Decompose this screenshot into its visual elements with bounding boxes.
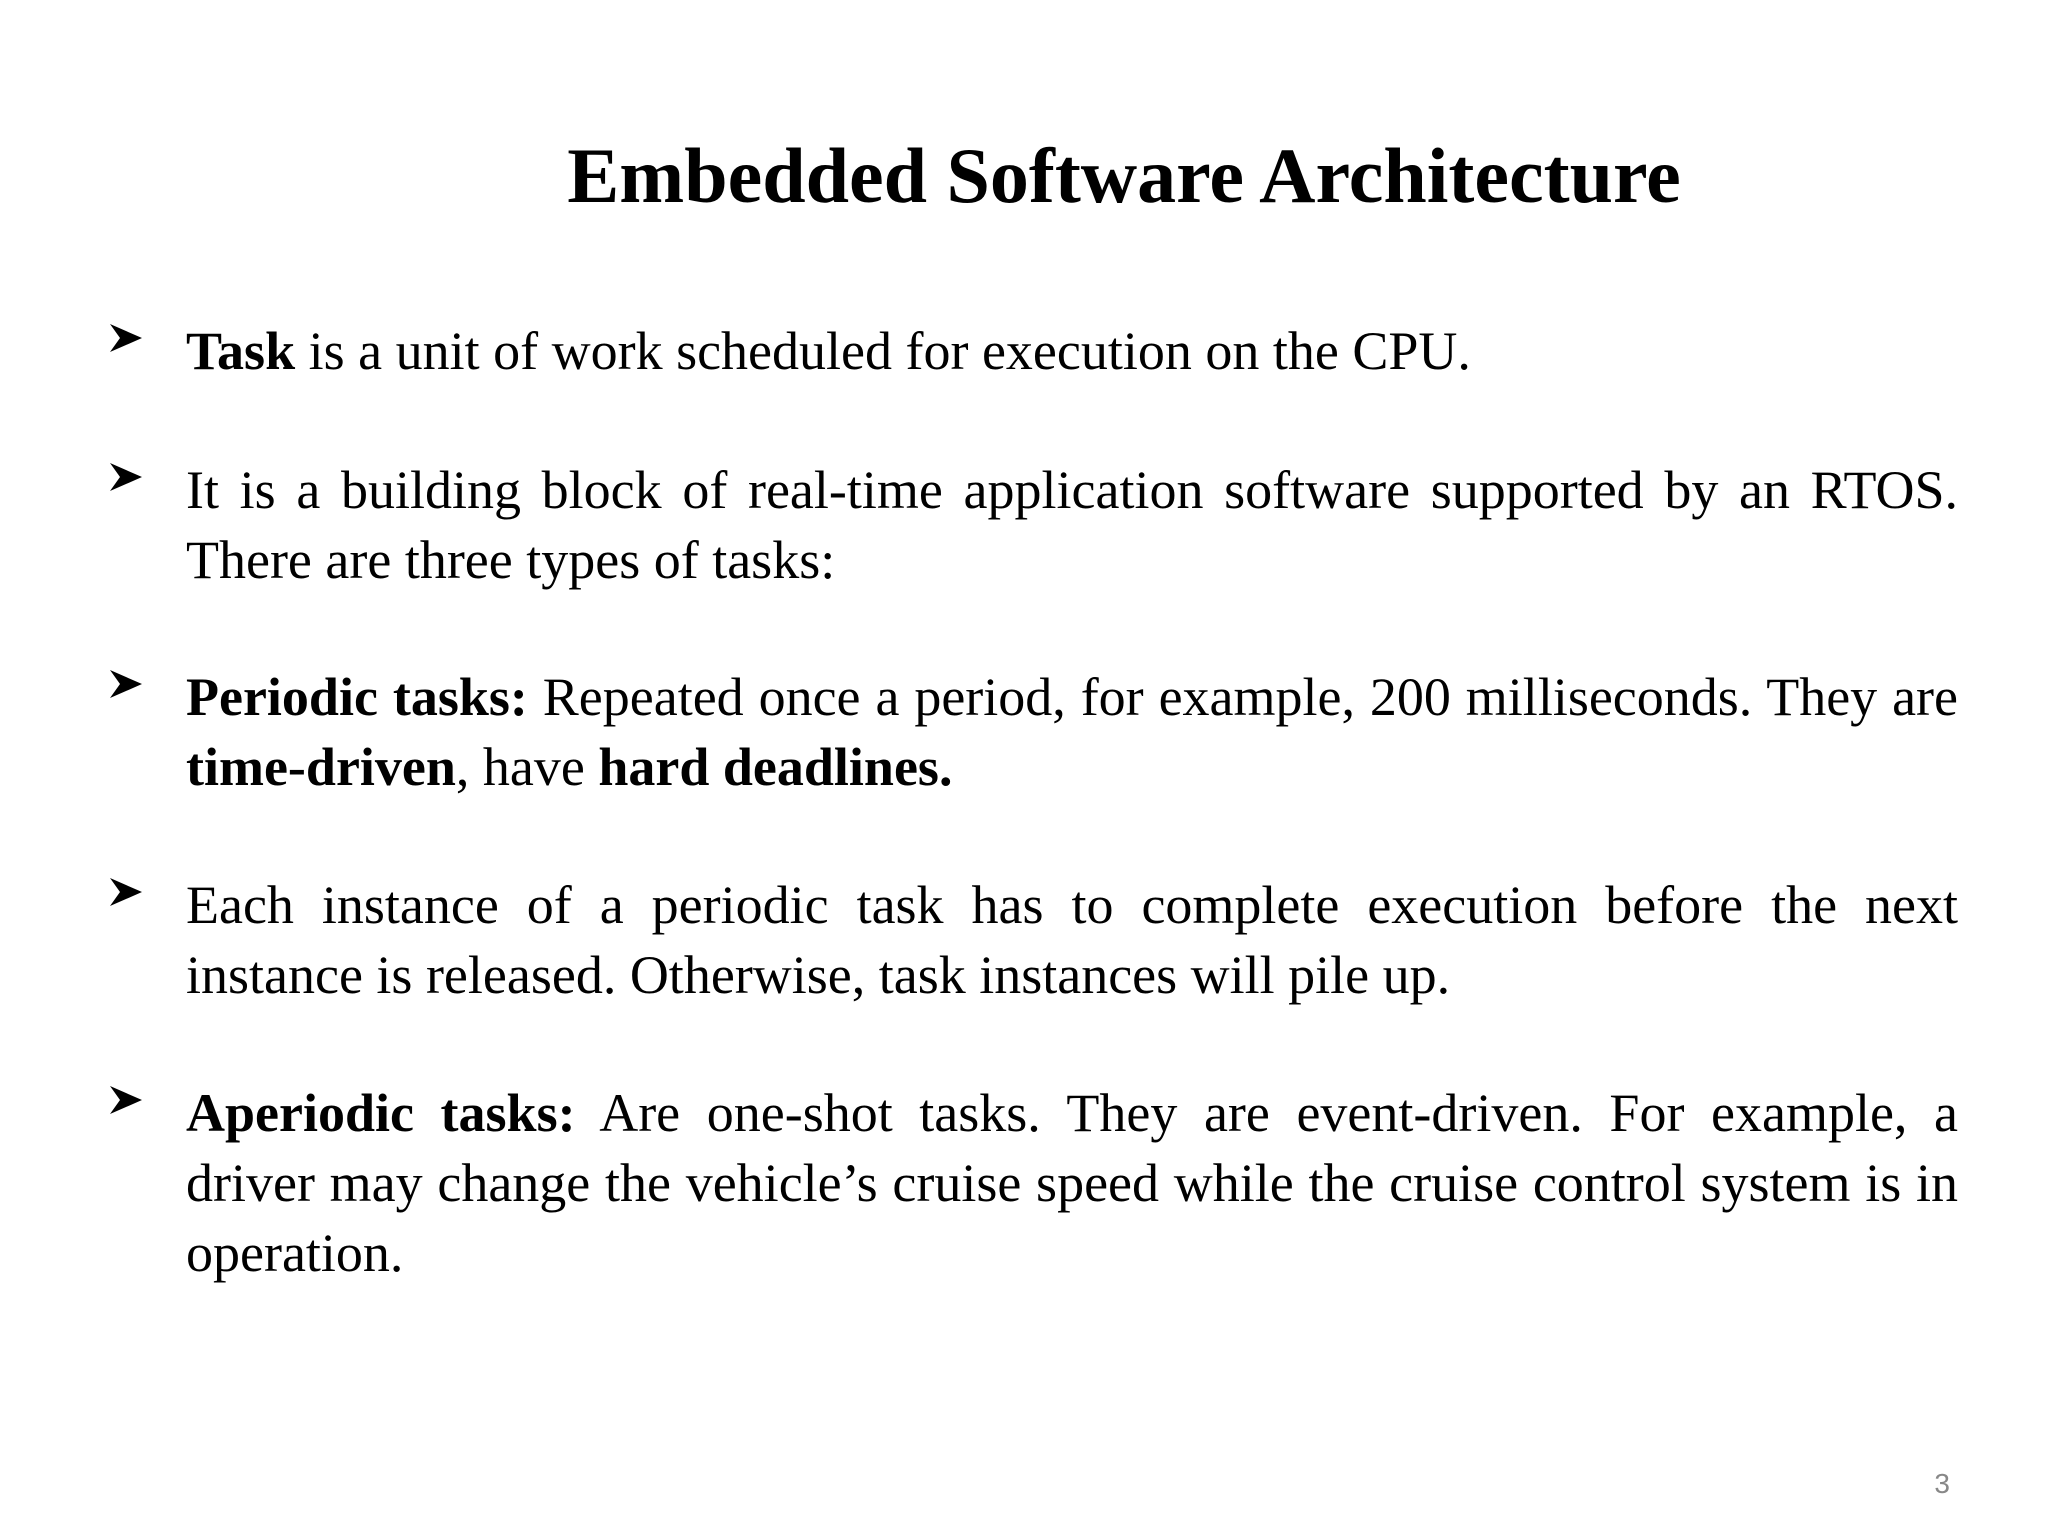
bullet-text (186, 870, 1958, 1010)
bullet-bold-term: Task (186, 321, 296, 381)
bullet-item-building-block (108, 455, 1958, 595)
bullet-body: Repeated once a period, for example, 200 milliseconds. They are (527, 667, 1959, 727)
arrowhead-bullet-icon (108, 316, 186, 376)
bullet-bold-term: Periodic tasks: (186, 667, 528, 727)
arrowhead-bullet-icon (108, 870, 186, 930)
bullet-item-aperiodic-tasks (108, 1078, 1958, 1288)
arrowhead-bullet-icon (108, 455, 186, 515)
bullet-bold-term: time-driven (186, 737, 456, 797)
bullet-bold-term: Aperiodic tasks: (186, 1083, 576, 1143)
page-number: 3 (1934, 1468, 1950, 1499)
bullet-body: Each instance of a periodic task has to complete execution before the next instance is released. Otherwise, task instances will pile up. (186, 875, 1958, 1005)
bullet-text (186, 1078, 1958, 1288)
arrowhead-bullet-icon (108, 1078, 186, 1138)
bullet-item-task (108, 316, 1958, 386)
slide-title: Embedded Software Architecture (567, 132, 1681, 219)
bullet-text (186, 662, 1958, 802)
bullet-body: It is a building block of real-time application software supported by an RTOS. There are three types of tasks: (186, 460, 1958, 590)
bullet-item-periodic-tasks (108, 662, 1958, 802)
bullet-body: , have (455, 737, 599, 797)
bullet-text (186, 455, 1958, 595)
arrowhead-bullet-icon (108, 662, 186, 722)
bullet-text (186, 316, 1958, 386)
bullet-bold-term: hard deadlines. (598, 737, 953, 797)
bullet-body: Are one-shot tasks. They are event-driven. For example, a driver may change the vehicle’s cruise speed while the cruise control system is in operation. (186, 1083, 1958, 1283)
bullet-item-periodic-instance (108, 870, 1958, 1010)
bullet-body: is a unit of work scheduled for execution on the CPU. (295, 321, 1471, 381)
